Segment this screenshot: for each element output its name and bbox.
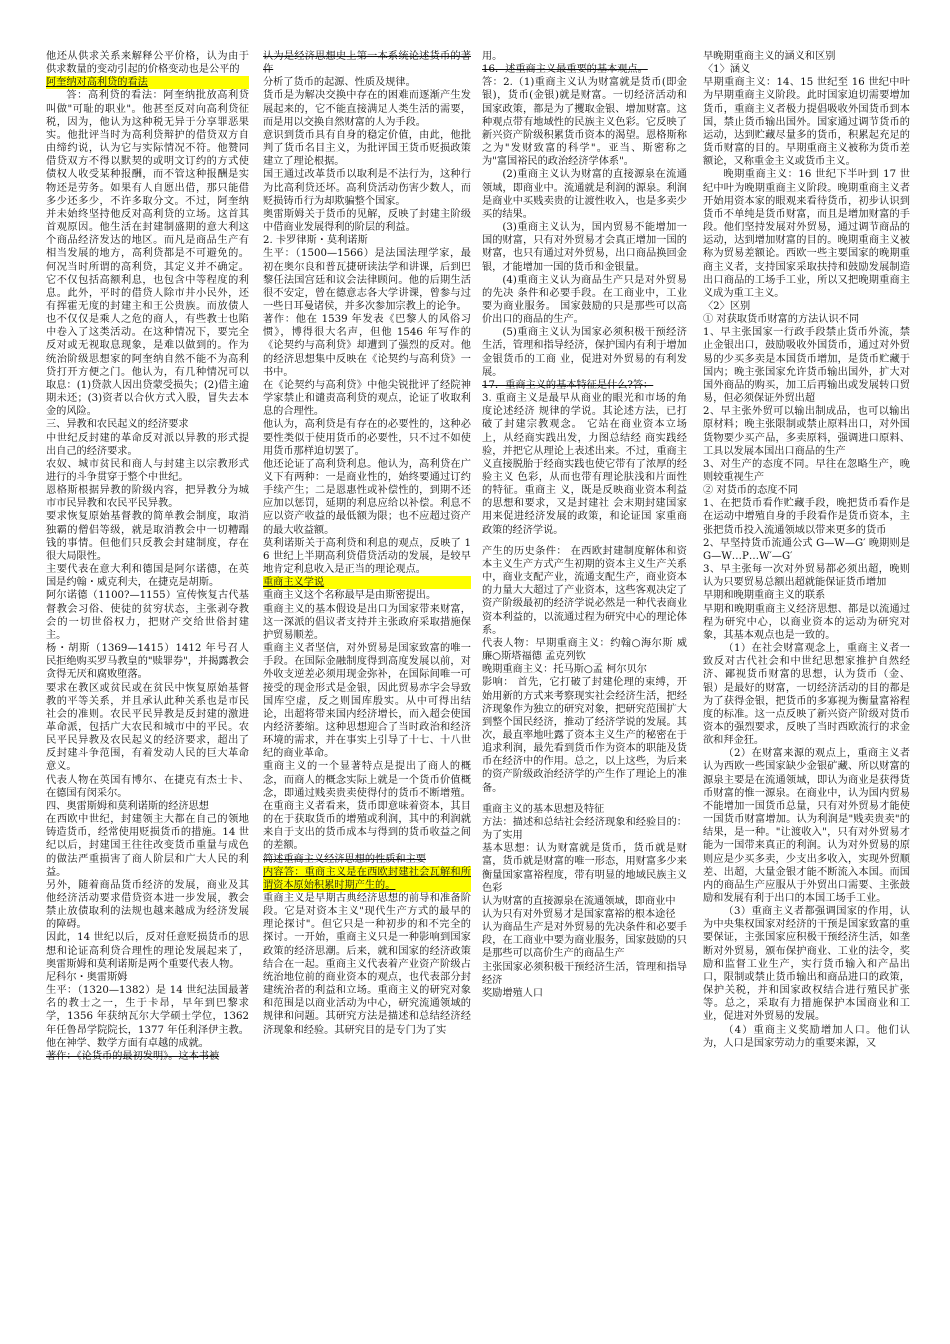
text-column-3: [482, 50, 687, 1335]
col3-paragraph: 重商主义的基本思想及特征: [482, 803, 605, 815]
col3-paragraph: 主张国家必须积极干预经济生活，管理和指导经济: [482, 961, 687, 986]
col4-paragraph: 2、早主张外贸可以输出制成品，也可以输出原材料；晚主张限制或禁止原料出口，对外国货物要少买产品，多卖原料，强调进口原料、工具以发展本国出口商品的生产: [703, 406, 910, 457]
text-column-4: [703, 50, 910, 1335]
col3-paragraph: 认为商品生产是对外贸易的先决条件和必要手段，在工商业中要为商业服务，国家鼓励的只是那些可以高价生产的商品生产: [482, 922, 687, 960]
col3-paragraph: (2)重商主义认为财富的直接源泉在流通领域，即商业中。流通就是利润的源泉。利润是商业中买贱卖贵的让渡性收入，也是多卖少买的结果。: [482, 169, 687, 220]
col4-paragraph: 早晚期重商主义的涵义和区别: [703, 51, 836, 62]
col3-paragraph: 代表人物：早期重商主义：约翰○海尔斯 威廉○斯塔福德 孟克列钦: [482, 637, 687, 663]
col2-paragraph: 2. 卡罗律斯・莫利诺斯: [263, 235, 368, 247]
col3-paragraph: (3)重商主义认为，国内贸易不能增加一国的财富，只有对外贸易才会真正增加一国的财富，也只有通过对外贸易，出口商品换回金银，才能增加一国的货币和金银量。: [482, 222, 687, 273]
col1-paragraph: 阿奎纳对高利贷的看法: [46, 76, 249, 89]
col3-paragraph: 产生的历史条件： 在西欧封建制度解体和资本主义生产方式产生初期的资本主义生产关系中，商业支配产业，流通支配生产，商业资本的力量大大超过了产业资本，这些客观决定了资产阶级最初的经济学说必然是一种代表商业资本利益的，以流通过程为研究中心的理论体系。: [482, 545, 687, 636]
col2-paragraph: 奥雷斯姆关于货币的见解，反映了封建主阶级中借商业发展得利的阶层的利益。: [263, 208, 471, 234]
col1-paragraph: 答：高利贷的看法：阿奎纳批放高利贷叫做"可耻的职业"。他甚至反对向高利贷征税，因为，他认为这种税无异于分享罪恶果实。他批评当时为高利贷辩护的借贷双方自由缔约说，认为它与实际情况不符。他赞同借贷双方不得以默契的或明文订约的方式使债权人收受某种报酬，而不管这种报酬是实物还是劳务。如果有人自愿出借，那只能借多少还多少，不许多取分文。不过，阿奎纳并未始终坚持他反对高利贷的立场。这首其首观原因。他生活在封建制盛期的意大利这个商品经济发达的地区。而凡是商品生产有相当发展的地方，高利贷都是不可避免的。何况当时所谓的高利贷，其定义并不确定。它不仅包括高额利息，也包含中等程度的利息。此外，平时的借贷人除市井小民外，还有挥霍无度的封建主和王公贵族。而放债人也不仅仅是乘人之危的商人，有些教士也陷中卷入了这类活动。在这种情况下，要完全反对或无视取息现象，是难以做到的。作为统治阶级思想家的阿奎纳自然不能不为高利贷打开方便之门。他认为，有几种情况可以取息：(1)贷款人因出贷蒙受损失；(2)借主逾期未还；(3)资者以合伙方式入股，冒失去本金的风险。: [46, 90, 249, 418]
col4-paragraph: 1、早主张国家一行政手段禁止货币外流，禁止金银出口，鼓励吸收外国货币，通过对外贸易的少买多卖是本国货币增加，是货币贮藏于国内；晚主张国家允许货币输出国外，扩大对国外商品的购买，加工后再输出或发展转口贸易，但必须保证外贸出超: [703, 327, 910, 405]
col2-paragraph: 简述重商主义经济思想的性质和主要: [263, 853, 426, 865]
col2-paragraph: 重商主义者坚信，对外贸易是国家致富的唯一手段。在国际金融制度得到高度发展以前，对外收支逆差必须用现金弥补，在国际间唯一可接受的现金形式是金银，因此贸易赤字会导致国库空虚，反之则国库殷实。从中可得出结论，出超将带来国内经济增长，而入超会使国内经济萎缩。这种思想迎合了当时政治和经济环境的需求，并在事实上引导了十七、十八世纪的商业革命。: [263, 643, 471, 760]
col2-paragraph: 重商主义是早期古典经济思想的前导和准备阶段。它是对资本主义"现代生产方式的最早的理论探讨"。但它只是一种初步的和不完全的探讨。一开始，重商主义只是一种影响到国家政策的经济思潮。后来，就和国家的经济政策结合在一起。重商主义代表着产业资产阶级占统治地位前的商业资本的观点，也代表部分封建统治者的利益和立场。重商主义的研究对象和范围是以商业活动为中心，研究流通领域的规律和问题。其研究方法是描述和总结经济经济现象和经验。其研究目的是专门为了实: [263, 893, 471, 1036]
col3-paragraph: 答：2.（1)重商主义认为财富就是货币(即金银)，货币(金银)就是财富。一切经济活动和国家政策，都是为了攫取金银、增加财富。这种观点带有地域性的民族主义色彩。它反映了新兴资产阶级积累货币资本的渴望。恩格斯称之为"发财致富的科学"。亚当、斯密称之为"富国裕民的政治经济学体系"。: [482, 77, 687, 168]
col2-paragraph: 在《论契约与高利贷》中他尖锐批评了经院神学家禁止和谴责高利贷的观点，论证了收取利息的合理性。: [263, 379, 471, 418]
text-column-1: [46, 50, 249, 1335]
col1-paragraph: 主要代表在意大利和德国是阿尔诺德，在英国是约翰・威克利夫，在捷克是胡斯。: [46, 564, 249, 589]
col4-paragraph: （2）在财富来源的观点上，重商主义者认为西欧一些国家缺少金银矿藏、所以财富的源泉主要是在流通领域，即认为商业是获得货币财富的惟一源泉。在商业中，认为国内贸易不能增加一国货币总量，只有对外贸易才能使一国货币财富增加。认为利润是"贱卖贵卖"的结果，是一种。"让渡收入"，只有对外贸易才能为一国带来真正的利润。认为对外贸易的原则应是少买多卖，少支出多收入，实现外贸顺差、出超，大量金银才能不断流入本国。而国内的商品生产应服从于外贸出口需要、主张鼓励和发展有利于出口的本国工场手工业。: [703, 748, 910, 904]
col3-paragraph: 方法：描述和总结社会经济现象和经验目的：为了实用: [482, 816, 687, 842]
col4-paragraph: （4）重商主义奖励增加人口。他们认为，人口是国家劳动力的重要来源，又: [703, 1024, 910, 1049]
col4-paragraph: 3、对生产的态度不同。早往在忽略生产，晚则较重视生产: [703, 458, 910, 483]
text-column-2: [263, 50, 471, 1335]
col1-paragraph: 杨・胡斯（1369—1415）1412 年号召人民拒绝购买罗马教皇的"赎罪券"，并揭露教会贪得无厌和腐败堕落。: [46, 643, 249, 681]
col2-paragraph: 他还论证了高利贷利息。他认为，高利贷在广义下有两种：一是商业性的，始终要通过订约手续产生；二是恩惠性或补偿性的，到期不还应加以惩罚，延期的利息应给以补偿。利息不应以资产收益的最低额为限；也不应超过资产的最大收益额。: [263, 458, 471, 536]
col1-paragraph: 恩格斯根据异教的阶级内容，把异教分为城市市民异教和农民平民异教。: [46, 485, 249, 510]
col2-paragraph: 内容答：重商主义是在西欧封建社会瓦解和所谓资本原始积累时期产生的。: [263, 866, 471, 891]
col3-paragraph: 认为只有对外贸易才是国家富裕的根本途径: [482, 909, 676, 920]
col1-paragraph: 另外，随着商品货币经济的发展，商业及其他经济活动要求借贷资本进一步发展，教会禁止放债取利的法规也越来越成为经济发展的障碍。: [46, 879, 249, 931]
col3-paragraph: 3. 重商主义是最早从商业的眼光和市场的角度论述经济 规律的学说。其论述方法，已打破了封建宗教观念。 它站在商业资本立场上，从经商实践出发，力图总结经 商实践经验，并把它从理论上表述出来。不过，重商主 义直接脱胎于经商实践也使它带有了浓厚的经验主义 色彩，从而也带有理论肤浅和片面性的特征。重商主 义，既是反映商业资本利益的思想和要求，又是封建社 会末期封建国家用来促进经济发展的政策，和论证国 家重商政策的经济学说。: [482, 393, 687, 536]
col3-paragraph: [482, 795, 687, 803]
col1-paragraph: 中世纪反封建的革命反对派以异教的形式提出自己的经济要求。: [46, 432, 249, 457]
col3-paragraph: (5)重商主义认为国家必须积极干预经济生活，管理和指导经济，保护国内有利于增加金银货币的工商 业，促进对外贸易的有利发展。: [482, 327, 687, 378]
col4-paragraph: ② 对货币的态度不同: [703, 485, 798, 497]
col3-paragraph: 用。: [482, 51, 503, 62]
col3-paragraph: 晚期重商主义：托马斯○孟 柯尔贝尔: [482, 664, 647, 676]
col3-paragraph: 认为财富的直接源泉在流通领域，即商业中: [482, 895, 676, 907]
col2-paragraph: 认为是经济思想史上第一本系统论述货币的著作: [263, 51, 471, 76]
col4-paragraph: 早期和晚期重商主义的联系: [703, 590, 826, 602]
col4-paragraph: （1）在社会财富观念上，重商主义者一致反对古代社会和中世纪思想家推护自然经济、鄙视货币财富的思想，认为货币（金、银）是最好的财富，一切经济活动的目的都是为了获得金银，把货币的多寡视为衡量富裕程度的标准。这一点反映了新兴资产阶级对货币资本的强烈要求，反映了当时西欧流行的求金欲和拜金狂。: [703, 643, 910, 747]
col2-paragraph: 货币是为解决交换中存在的困难而逐渐产生发展起来的，它不能直接满足人类生活的需要，而是用以交换自然财富的人为手段。: [263, 90, 471, 128]
col2-paragraph: 分析了货币的起源、性质及规律。: [263, 77, 416, 89]
col3-paragraph: 基本思想：认为财富就是货币，货币就是财富，货币就是财富的唯一形态，用财富多少来衡量国家富裕程度，带有明显的地域民族主义色彩: [482, 843, 687, 894]
col1-paragraph: 三、异教和农民起义的经济要求: [46, 419, 189, 431]
col2-paragraph: 重商主义的基本假设是出口为国家带来财富，这一深派的倡议者支持并主张政府采取措施保护贸易顺差。: [263, 603, 471, 641]
col4-paragraph: ① 对获取货币财富的方法认识不同: [703, 314, 860, 326]
col1-paragraph: 农奴、城市贫民和商人与封建主以宗教形式进行的斗争贯穿于整个中世纪。: [46, 458, 249, 483]
col4-paragraph: 早期重商主义：14、15 世纪至 16 世纪中叶为早期重商主义阶段。此时国家迫切需要增加货币，重商主义者极力提倡吸收外国货币到本国，禁止货币输出国外。国家通过调节货币的运动，达到贮藏尽量多的货币，积累起充足的货币财富的目的。早期重商主义被称为货币差额论，又称重金主义或货币主义。: [703, 77, 910, 168]
col2-paragraph: 他认为，高利贷是有存在的必要性的，这种必要性类似于使用货币的必要性，只不过不如使用货币那样迫切罢了。: [263, 419, 471, 457]
col3-paragraph: 影响： 首先，它打破了封建伦理的束缚，开始用新的方式来考察现实社会经济生活，把经济现象作为独立的研究对象，把研究范围扩大到整个国民经济，推动了经济学说的发展。其次，最直率地吐露了资本主义生产的秘密在于追求利润，最先看到货币作为资本的职能及货币在经济中的作用。总之，以上这些，为后来的资产阶级政治经济学的产生作了理论上的准备。: [482, 677, 687, 794]
col1-paragraph: 四、奥雷斯姆和莫利诺斯的经济思想: [46, 800, 209, 812]
col1-paragraph: 他还从供求关系来解释公平价格，认为由于供求数量的变动引起的价格变动也是公平的: [46, 51, 249, 76]
col1-paragraph: 因此，14 世纪以后，反对任意贬损货币的思想和论证高利贷合理性的理论发展起来了，奥雷斯姆和莫利诺斯是两个重要代表人物。: [46, 932, 249, 970]
col3-paragraph: (4)重商主义认为商品生产只是对外贸易的先决 条件和必要手段。在工商业中，工业要为商业服务。 国家鼓励的只是那些可以高价出口的商品的生产。: [482, 274, 687, 326]
col1-paragraph: 要求恢复原始基督教的简单教会制度，取消独霸的僧侣等级，就是取消教会中一切糟蹋钱的事情。但他们只反教会封建制度，存在很大局限性。: [46, 511, 249, 562]
col1-paragraph: 要求在教区或贫民或在贫民中恢复原始基督教的平等关系，并且承认此种关系也是市民社会的准则。农民平民异教是反封建的激进革命派，包括广大农民和城市中的平民。农民平民异教及农民起义的经济要求，超出了反封建斗争范围，有着发动人民的巨大革命意义。: [46, 682, 249, 773]
col3-paragraph: 17．重商主义的基本特征是什么?答：: [482, 379, 654, 391]
col3-paragraph: 奖励增殖人口: [482, 987, 544, 999]
col2-paragraph: 著作：他在 1539 年发表《巴黎人的风俗习惯》，博得很大名声，但他 1546 年写作的《论契约与高利贷》却遭到了强烈的反对。他的经济思想集中反映在《论契约与高利贷》一书中。: [263, 314, 471, 378]
col3-paragraph: 16．述重商主义最重要的基本观点。: [482, 64, 648, 76]
col1-paragraph: 著作：《论货币的最初发明》。这本书被: [46, 1050, 220, 1062]
col3-paragraph: [482, 537, 687, 545]
col1-paragraph: 代表人物在英国有博尔、在捷克有杰士卡、在德国有闵采尔。: [46, 774, 249, 799]
col1-paragraph: 在西欧中世纪，封建领主大都在自己的领地铸造货币，经常使用贬损货币的措施。14 世纪以后，封建国王往往改变货币重量与成色的做法严重损害了商人阶层和广大人民的利益。: [46, 814, 249, 878]
col2-paragraph: 国王通过改革货币以取利是不法行为，这种行为比高利贷还坏。高利贷活动伤害少数人，而贬损铸币行为却欺骗整个国家。: [263, 169, 471, 207]
col1-paragraph: 阿尔诺德（1100?—1155）宣传恢复古代基督教会习俗、使徒的贫穷状态，主张剥夺教会的一切世俗权力，把财产交给世俗封建主。: [46, 590, 249, 641]
col2-paragraph: 重商主义这个名称最早是由斯密提出。: [263, 590, 437, 602]
col4-paragraph: 早期和晚期重商主义经济思想、都是以流通过程为研究中心，以商业资本的运动为研究对象，其基本观点也是一致的。: [703, 603, 910, 641]
col2-paragraph: 重商主义学说: [263, 576, 471, 589]
col2-paragraph: 生平：（1500—1566）是法国法理学家，最初在奥尔良和普瓦捷研读法学和讲课，后到巴黎任法国宫廷和议会法律顾问。他的后期生活很不安定，曾在德意志各大学讲课，曾参与过一些日耳曼诸侯，并多次参加宗教上的论争。: [263, 248, 471, 312]
col4-paragraph: 1、在把货币看作贮藏手段，晚把货币看作是在运动中增殖自身的手段看作是货币资本，主张把货币投入流通领域以带来更多的货币: [703, 498, 910, 536]
col4-paragraph: 〈1〉涵义: [703, 64, 751, 76]
col2-paragraph: 莫利诺斯关于高利贷和利息的观点，反映了 16 世纪上半期高利贷借贷活动的发展，是较早地肯定利息收入是正当的理论观点。: [263, 537, 471, 576]
col1-paragraph: 生平：（1320—1382）是 14 世纪法国最著名的教士之一，生于卡昂，早年到巴黎求学，1356 年获纳瓦尔大学硕士学位，1362 年任鲁昂学院院长，1377 年任利泽伊主教。他在神学、数学方面有卓越的成就。: [46, 985, 249, 1049]
col4-paragraph: 2、早坚持货币流通公式 G—W—G′ 晚期则是 G—W…P…W′—G′: [703, 537, 910, 562]
col4-paragraph: 〈2〉区别: [703, 300, 751, 312]
col4-paragraph: （3）重商主义者都强调国家的作用，认为中央集权国家对经济的干预是国家致富的重要保证，主张国家应积极干预经济生活，如垄断对外贸易，颁布保护商业、工业的法令，奖励和监督工业生产，实行货币输入和产品出口，限制或禁止货币输出和商品进口的政策，保护关税，并和国家政权结合进行殖民扩张等。总之，采取有力措施保护本国商业和工业，促进对外贸易的发展。: [703, 906, 910, 1023]
col2-paragraph: 意识到货币具有自身的稳定价值，由此，他批判了货币名目主义，为批评国王货币贬损政策建立了理论根据。: [263, 129, 471, 168]
col4-paragraph: 3、早主张每一次对外贸易都必须出超，晚则认为只要贸易总额出超就能保证货币增加: [703, 564, 910, 589]
col2-paragraph: 重商主义的一个显著特点是提出了商人的概念，而商人的概念实际上就是一个货币价值概念，即通过贱卖贵卖使得付的货币不断增殖。在重商主义者看来，货币即意味着资本，其目的在于获取货币的增殖或利润，其中的利润就来自于支出的货币成本与得到的货币收益之间的差额。: [263, 761, 471, 852]
col4-paragraph: 晚期重商主义：16 世纪下半叶到 17 世纪中叶为晚期重商主义阶段。晚期重商主义者开始用资本家的眼观来看待货币，初步认识到货币不单纯是货币财富，而且是增加财富的手段。他们坚持发展对外贸易，通过调节商品的运动，达到增加财富的目的。晚期重商主义被称为贸易差额论。西欧一些主要国家的晚期重商主义者，支持国家采取扶持和鼓励发展制造出口商品的工场手工业，所以又把晚期重商主义成为重工主义。: [703, 169, 910, 299]
col1-paragraph: 尼科尔・奥雷斯姆: [46, 971, 128, 983]
